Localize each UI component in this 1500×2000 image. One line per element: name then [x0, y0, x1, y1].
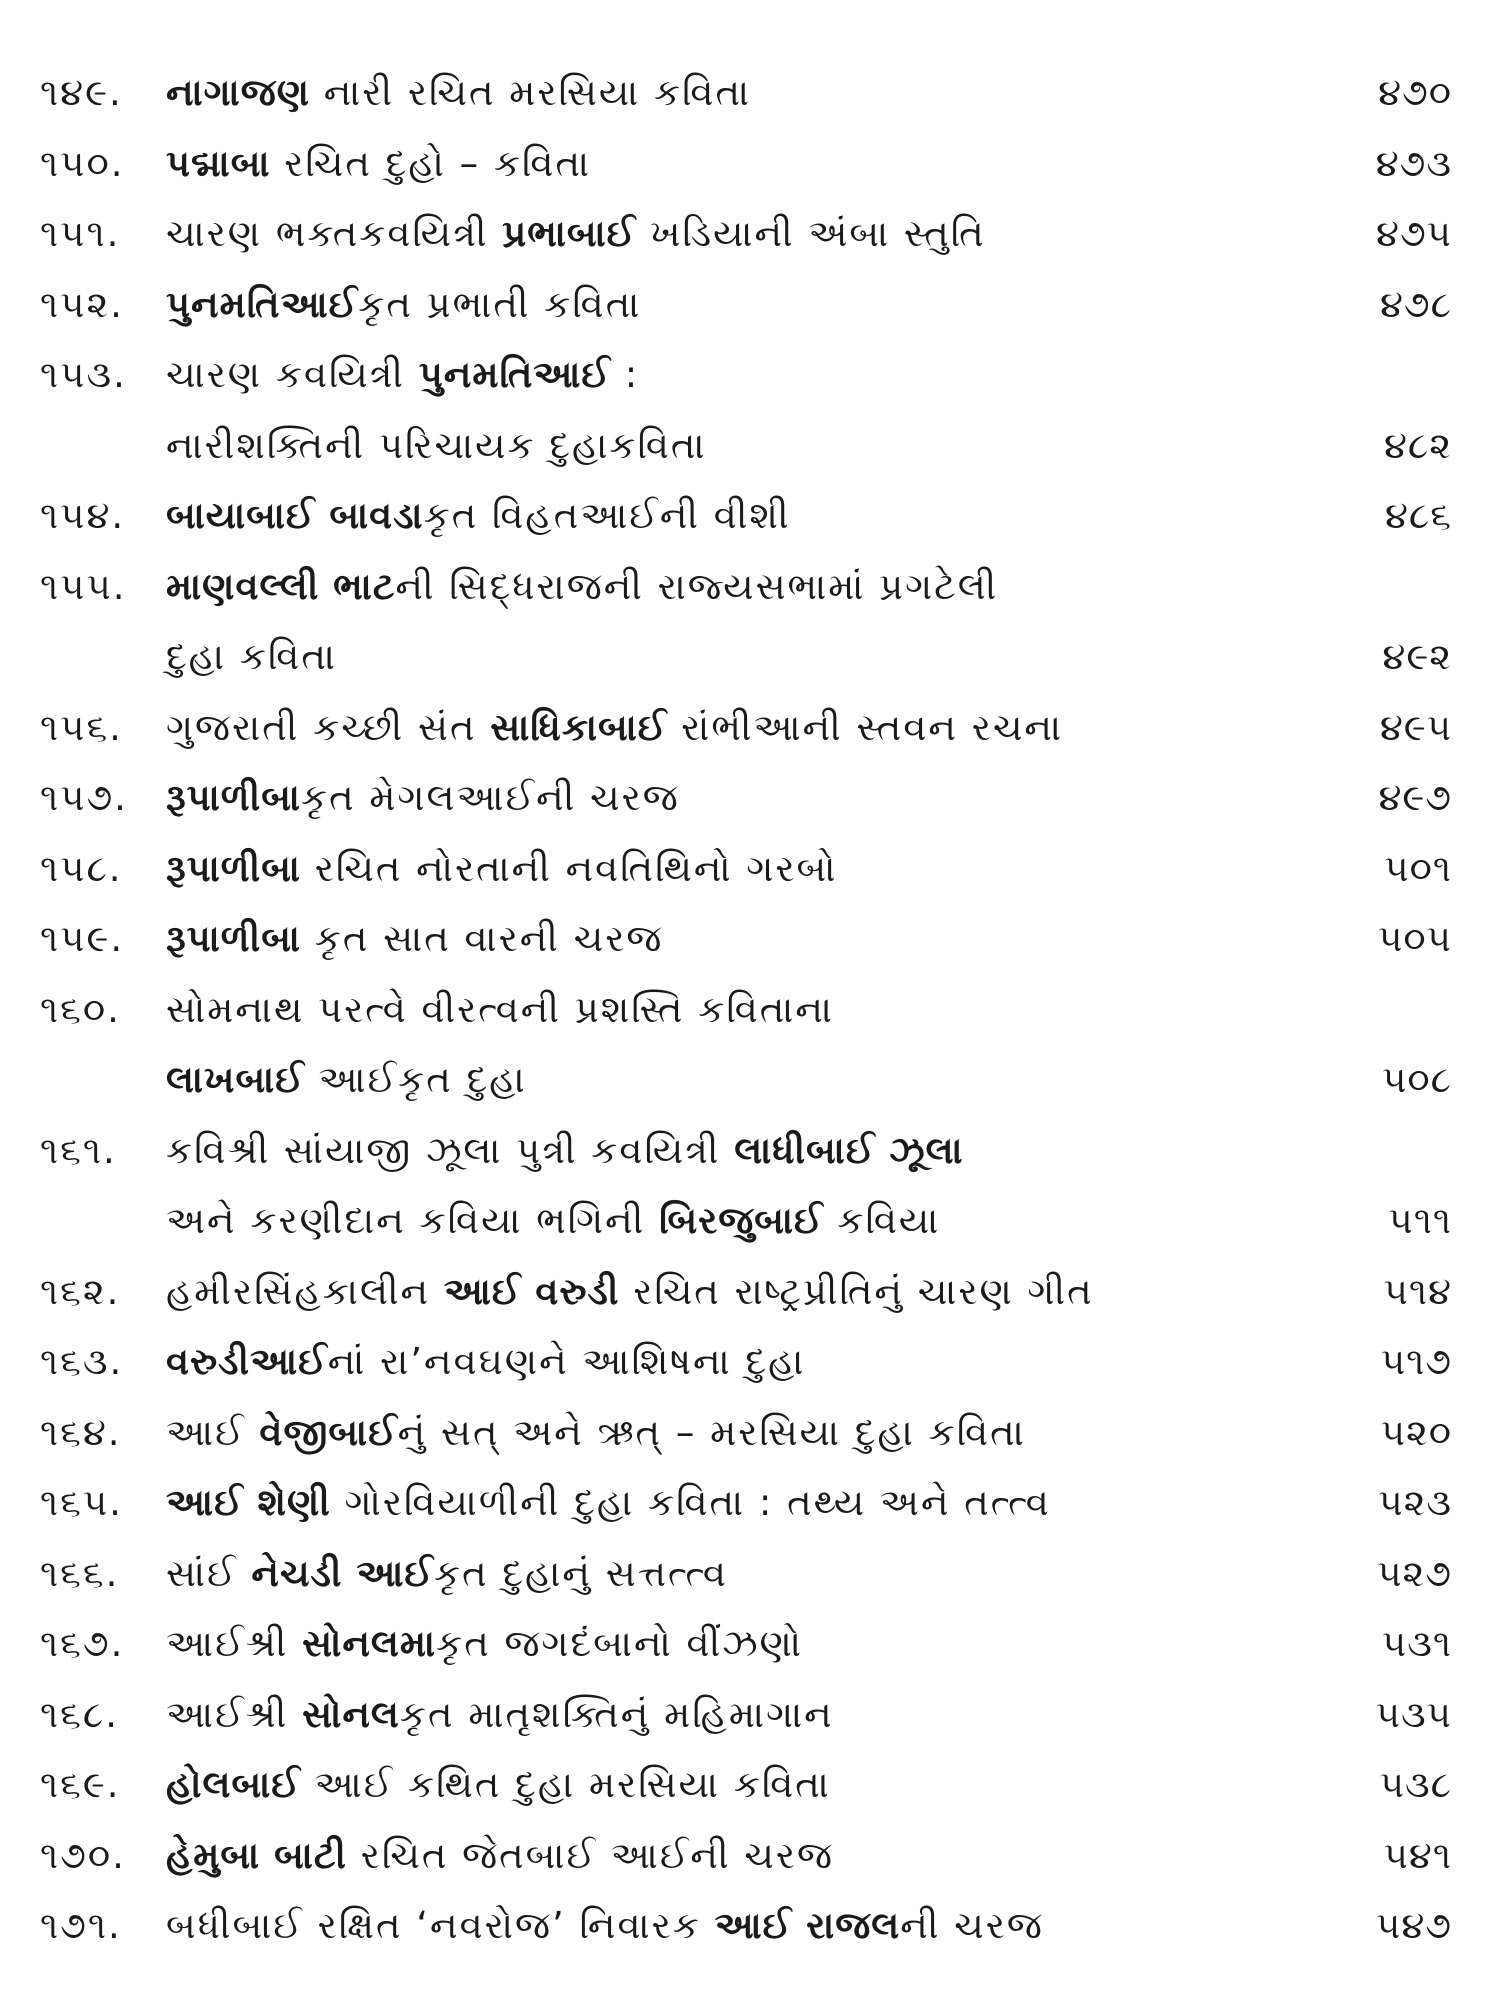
title-text: કવિયા	[823, 1199, 941, 1242]
entry-title	[166, 1411, 1026, 1454]
page-number: ૫૧૭	[1380, 1340, 1452, 1383]
entry-number: ૧૫૨.	[40, 282, 124, 326]
title-text: રાંભીઆની સ્તવન રચના	[667, 705, 1064, 749]
author-name: પ્રભાબાઈ	[502, 212, 637, 255]
entry-title	[166, 1763, 831, 1806]
author-name: આઈ રાજલ	[714, 1904, 901, 1947]
title-text: સાંઈ	[166, 1551, 252, 1595]
title-text: ગોરવિયાળીની દુહા કવિતા : તથ્ય અને તત્ત્વ	[330, 1481, 1051, 1524]
title-text: નારીશક્તિની પરિચાયક દુહાકવિતા	[166, 423, 707, 467]
author-name: પુનમતિઆઈ	[166, 282, 359, 326]
toc-entry-continuation	[40, 1045, 1452, 1116]
toc-entry	[40, 58, 1452, 129]
entry-number: ૧૫૧.	[40, 212, 121, 255]
page-number: ૪૮૬	[1384, 494, 1452, 537]
title-text: કૃત પ્રભાતી કવિતા	[358, 282, 642, 326]
entry-title	[166, 706, 1063, 749]
title-text: દુહા કવિતા	[166, 635, 337, 678]
author-name: સાધિકાબાઈ	[490, 705, 668, 749]
author-name: સોનલમા	[302, 1622, 437, 1665]
toc-entry	[40, 1327, 1452, 1398]
page-number: ૫૩૧	[1381, 1622, 1452, 1665]
entry-title	[166, 212, 986, 255]
entry-number: ૧૭૦.	[40, 1833, 126, 1877]
title-text: ચારણ કવયિત્રી	[166, 353, 419, 396]
toc-entry-continuation	[40, 1186, 1452, 1257]
author-name: આઈ શેણી	[166, 1481, 331, 1524]
page-number: ૪૭૦	[1378, 71, 1452, 114]
page-number: ૫૧૪	[1383, 1269, 1452, 1313]
page-number: ૫૩૫	[1375, 1692, 1452, 1736]
entry-title	[166, 1270, 1094, 1313]
entry-number: ૧૬૩.	[40, 1340, 124, 1383]
title-text: રચિત જેતબાઈ આઈની ચરજ	[346, 1833, 835, 1877]
title-text: સોમનાથ પરત્વે વીરત્વની પ્રશસ્તિ કવિતાના	[166, 987, 834, 1031]
entry-title	[166, 71, 751, 114]
page-number: ૫૧૧	[1388, 1199, 1452, 1242]
entry-title	[166, 1058, 527, 1101]
page-number: ૫૨૦	[1380, 1410, 1452, 1454]
entry-title	[166, 1129, 964, 1172]
author-name: માણવલ્લી ભાટ	[166, 564, 396, 608]
author-name: રૂપાળીબા	[166, 917, 301, 960]
title-text: અને કરણીદાન કવિયા ભગિની	[166, 1199, 660, 1242]
entry-number: ૧૬૭.	[40, 1622, 125, 1665]
entry-title	[166, 847, 838, 890]
toc-entry	[40, 1609, 1452, 1680]
author-name: નાગાજણ	[166, 71, 310, 114]
page-number: ૫૪૭	[1376, 1904, 1452, 1947]
toc-entry	[40, 129, 1452, 200]
toc-entry	[40, 1398, 1452, 1469]
title-text: કવિશ્રી સાંયાજી ઝૂલા પુત્રી કવયિત્રી	[166, 1128, 735, 1172]
author-name: લાધીબાઈ ઝૂલા	[734, 1128, 964, 1172]
title-text: ની ચરજ	[900, 1904, 1044, 1947]
entry-number: ૧૬૧.	[40, 1128, 117, 1172]
title-text: નું સત્ અને ઋત્ – મરસિયા દુહા કવિતા	[397, 1410, 1026, 1454]
toc-entry	[40, 1821, 1452, 1892]
title-text: કૃત મેગલઆઈની ચરજ	[300, 776, 680, 819]
page-number: ૫૨૩	[1378, 1481, 1452, 1524]
title-text: કૃત સાત વારની ચરજ	[300, 917, 664, 960]
page-number: ૪૯૫	[1379, 705, 1452, 749]
title-text: આઈશ્રી	[166, 1692, 303, 1736]
entry-number: ૧૫૩.	[40, 353, 127, 396]
entry-title	[166, 565, 998, 608]
entry-title	[166, 1834, 834, 1877]
toc-entry	[40, 270, 1452, 341]
entry-number: ૧૬૮.	[40, 1692, 119, 1736]
toc-entry	[40, 975, 1452, 1046]
author-name: વરુડીઆઈ	[166, 1340, 328, 1383]
toc-entry	[40, 1257, 1452, 1328]
author-name: હોલબાઈ	[166, 1763, 301, 1806]
title-text: :	[611, 353, 640, 396]
entry-number: ૧૪૯.	[40, 71, 123, 114]
title-text: રચિત દુહો – કવિતા	[270, 141, 592, 185]
title-text: કૃત જગદંબાનો વીંઝણો	[436, 1622, 803, 1665]
page-number: ૪૯૭	[1378, 776, 1452, 819]
title-text: આઈ	[166, 1410, 260, 1454]
entry-title	[166, 1199, 940, 1242]
entry-number: ૧૫૭.	[40, 776, 128, 819]
toc-entry	[40, 904, 1452, 975]
title-text: રચિત રાષ્ટ્રપ્રીતિનું ચારણ ગીત	[619, 1269, 1094, 1313]
toc-entry	[40, 1116, 1452, 1187]
author-name: બાયાબાઈ બાવડા	[166, 494, 424, 537]
page-number: ૫૩૮	[1379, 1763, 1452, 1806]
page-number: ૪૮૨	[1383, 423, 1452, 467]
entry-title	[166, 1693, 834, 1736]
entry-number: ૧૬૯.	[40, 1763, 121, 1806]
entry-title	[166, 988, 834, 1031]
entry-number: ૧૫૫.	[40, 564, 127, 608]
entry-title	[166, 917, 663, 960]
entry-title	[166, 353, 639, 396]
entry-number: ૧૫૯.	[40, 917, 125, 960]
author-name: રૂપાળીબા	[166, 776, 301, 819]
page-number: ૪૭૮	[1379, 282, 1452, 326]
page-number: ૪૭૫	[1376, 212, 1452, 255]
title-text: ચારણ ભક્તકવયિત્રી	[166, 212, 503, 255]
title-text: ની સિદ્ધરાજની રાજ્યસભામાં પ્રગટેલી	[395, 564, 999, 608]
entry-number: ૧૬૨.	[40, 1269, 121, 1313]
page-number: ૫૦૮	[1382, 1058, 1452, 1101]
entry-number: ૧૬૦.	[40, 987, 121, 1031]
toc-entry	[40, 1891, 1452, 1962]
toc-entry	[40, 1539, 1452, 1610]
page-number: ૪૭૩	[1375, 141, 1452, 185]
toc-entry	[40, 552, 1452, 623]
toc-entry	[40, 199, 1452, 270]
page-number: ૪૯૨	[1382, 635, 1452, 678]
title-text: હમીરસિંહકાલીન	[166, 1269, 444, 1313]
author-name: બિરજુબાઈ	[659, 1199, 824, 1242]
title-text: નારી રચિત મરસિયા કવિતા	[309, 71, 752, 114]
entry-title	[166, 424, 707, 467]
entry-number: ૧૫૪.	[40, 494, 126, 537]
toc-entry-continuation	[40, 411, 1452, 482]
toc-entry	[40, 763, 1452, 834]
toc-entry	[40, 1468, 1452, 1539]
entry-title	[166, 776, 680, 819]
entry-number: ૧૬૬.	[40, 1551, 120, 1595]
author-name: આઈ વરુડી	[443, 1269, 620, 1313]
entry-title	[166, 283, 641, 326]
title-text: નાં રા’નવઘણને આશિષના દુહા	[327, 1340, 806, 1383]
title-text: આઈશ્રી	[166, 1622, 303, 1665]
entry-number: ૧૫૮.	[40, 846, 123, 890]
author-name: સોનલ	[302, 1692, 400, 1736]
title-text: કૃત વિહતઆઈની વીશી	[423, 494, 791, 537]
author-name: પદ્માબા	[166, 141, 271, 185]
title-text: બધીબાઈ રક્ષિત ‘નવરોજ’ નિવારક	[166, 1904, 715, 1947]
entry-title	[166, 1340, 806, 1383]
author-name: નેચડી આઈ	[251, 1551, 434, 1595]
page-number: ૫૪૧	[1383, 1833, 1452, 1877]
title-text: આઈકૃત દુહા	[304, 1058, 527, 1101]
entry-number: ૧૫૦.	[40, 141, 125, 185]
toc-entry	[40, 1750, 1452, 1821]
entry-title	[166, 1552, 728, 1595]
title-text: રચિત નોરતાની નવતિથિનો ગરબો	[300, 846, 838, 890]
title-text: ગુજરાતી કચ્છી સંત	[166, 705, 491, 749]
entry-number: ૧૭૧.	[40, 1904, 122, 1947]
author-name: લાખબાઈ	[166, 1058, 305, 1101]
toc-entry-continuation	[40, 622, 1452, 693]
author-name: હેમુબા બાટી	[166, 1833, 347, 1877]
entry-title	[166, 1904, 1044, 1947]
title-text: આઈ કથિત દુહા મરસિયા કવિતા	[300, 1763, 831, 1806]
entry-title	[166, 142, 591, 185]
author-name: વેજીબાઈ	[259, 1410, 398, 1454]
page-number: ૫૦૫	[1378, 917, 1452, 960]
entry-number: ૧૫૬.	[40, 705, 123, 749]
author-name: રૂપાળીબા	[166, 846, 301, 890]
page-number: ૫૨૭	[1377, 1551, 1452, 1595]
entry-number: ૧૬૪.	[40, 1410, 122, 1454]
author-name: પુનમતિઆઈ	[418, 353, 611, 396]
toc-entry	[40, 481, 1452, 552]
title-text: કૃત માતૃશક્તિનું મહિમાગાન	[399, 1692, 834, 1736]
entry-title	[166, 494, 791, 537]
title-text: કૃત દુહાનું સત્તત્ત્વ	[433, 1551, 728, 1595]
toc-entry	[40, 1680, 1452, 1751]
entry-title	[166, 1481, 1051, 1524]
title-text: ખડિયાની અંબા સ્તુતિ	[636, 212, 986, 255]
toc-entry	[40, 340, 1452, 411]
entry-number: ૧૬૫.	[40, 1481, 123, 1524]
toc-entry	[40, 834, 1452, 905]
entry-title	[166, 1622, 803, 1665]
toc-entry	[40, 693, 1452, 764]
page-number: ૫૦૧	[1384, 846, 1452, 890]
entry-title	[166, 635, 337, 678]
